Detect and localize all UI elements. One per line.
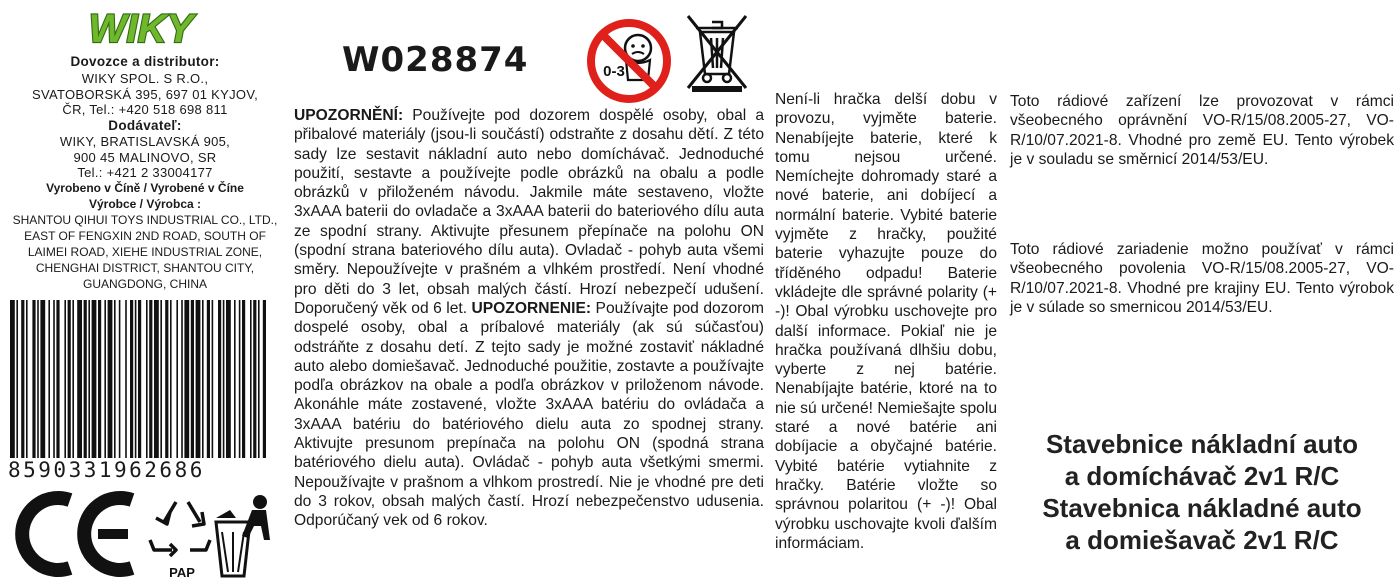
barcode-bar bbox=[234, 300, 236, 458]
barcode-bar bbox=[125, 300, 127, 458]
made-in-label: Vyrobeno v Číně / Vyrobené v Číne bbox=[46, 181, 244, 195]
barcode-bar bbox=[40, 300, 45, 458]
ce-mark-icon bbox=[22, 498, 132, 570]
warning-body-cz: Používejte pod dozorem dospělé osoby, obal a přibalové materiály (jsou-li součástí) odstraňte z dosahu dětí. Z této sady lze sestavit nákladní auto nebo domíchávač. Jednoduché použití, sestavte a používejte podle obrázků na obalu a podle obrázků v přiloženém návodu. Jakmile máte sestaveno, vložte 3xAAA baterii do ovladače a 3xAAA baterii do bateriového dílu auta ze spodní strany. Aktivujte přesunem přepínače na polohu ON (spodní strana bateriového dílu auta). Ovladač - pohyb auta všemi směry. Nepoužívejte v prašném a vlhkém prostředí. Není vhodné pro děti do 3 let, obsah malých částí. Hrozí nebezpečí udušení. Doporučený věk od 6 let. bbox=[294, 107, 764, 317]
weee-bin-icon bbox=[684, 12, 750, 94]
warning-body-sk: Používajte pod dozorom dospelé osoby, obal a príbalové materiály (ak sú súčasťou) odstráňte z dosahu detí. Z tejto sady je možné zostaviť nákladné auto alebo domiešavač. Jednoduché použitie, zostavte a používajte podľa obrázkov na obale a podľa obrázkov v priloženom návode. Akonáhle máte zostavené, vložte 3xAAA batériu do ovládača a 3xAAA batériu do batériového dielu auta zo spodnej strany. Aktivujte presunom prepínača na polohu ON (spodná strana batériového dielu auta). Ovládač - pohyb auta všetkými smermi. Nepoužívajte v prašnom a vlhkom prostredí. Nie je vhodné pre deti do 3 rokov, obsah malých častí. Hrozí nebezpečenstvo udusenia. Odporúčaný vek od 6 rokov. bbox=[294, 299, 764, 530]
barcode-bar bbox=[64, 300, 66, 458]
title-line: Stavebnice nákladní auto bbox=[1045, 429, 1359, 459]
recycle-icon bbox=[150, 502, 210, 556]
radio-compliance-sk: Toto rádiové zariadenie možno používať v rámci všeobecného povolenia VO-R/15/08.2005-27, VO-R/10/07.2021-8. Vhodné pre krajiny EU. Tento výrobok je v súlade so smernicou 2014/53/EU. bbox=[1010, 241, 1394, 316]
barcode-bar bbox=[146, 300, 148, 458]
barcode-bar bbox=[223, 300, 225, 458]
barcode-bar bbox=[114, 300, 116, 458]
barcode-bar bbox=[21, 300, 24, 458]
barcode-bar bbox=[196, 300, 201, 458]
barcode-number: 8590331962686 bbox=[8, 458, 205, 482]
barcode-bar bbox=[108, 300, 113, 458]
barcode-bar bbox=[16, 300, 18, 458]
barcode-bar bbox=[149, 300, 152, 458]
title-line: a domiešavač 2v1 R/C bbox=[1065, 525, 1339, 555]
barcode-bar bbox=[56, 300, 59, 458]
importer-column bbox=[0, 0, 290, 585]
supplier-line: WIKY, BRATISLAVSKÁ 905, bbox=[59, 134, 231, 149]
barcode-bar bbox=[253, 300, 256, 458]
barcode-bar bbox=[130, 300, 133, 458]
barcode-bar bbox=[212, 300, 214, 458]
manufacturer-heading: Výrobce / Výrobca : bbox=[88, 197, 202, 211]
supplier-line: 900 45 MALINOVO, SR bbox=[73, 149, 217, 165]
barcode-bar bbox=[202, 300, 204, 458]
barcode-bar bbox=[154, 300, 159, 458]
compliance-icons bbox=[4, 488, 284, 580]
barcode-bar bbox=[207, 300, 210, 458]
barcode-bar bbox=[239, 300, 241, 458]
barcode-bar bbox=[226, 300, 231, 458]
barcode-bar bbox=[138, 300, 141, 458]
manufacturer-line: EAST OF FENGXIN 2ND ROAD, SOUTH OF bbox=[24, 229, 266, 243]
barcode-bar bbox=[170, 300, 172, 458]
title-line: a domíchávač 2v1 R/C bbox=[1064, 461, 1340, 491]
barcode-bar bbox=[98, 300, 101, 458]
barcode-bar bbox=[181, 300, 183, 458]
supplier-line: Tel.: +421 2 33004177 bbox=[77, 165, 213, 180]
manufacturer-line: CHENGHAI DISTRICT, SHANTOU CITY, bbox=[35, 261, 255, 275]
battery-instructions: Není-li hračka delší dobu v provozu, vyjměte baterie. Nenabíjejte baterie, které k tomu nejsou určené. Nemíchejte dohromady staré a nové baterie, ani dobíjecí a normální baterie. Vybité baterie vyjměte z hračky, použité baterie vyhazujte pouze do tříděného odpadu! Baterie vkládejte dle správné polarity (+ -)! Obal výrobku uschovejte pro další informace. Pokiaľ nie je hračka používaná dlhšiu dobu, vyberte z nej batérie. Nenabíjajte batérie, ktoré na to nie sú určené! Nemiešajte spolu staré a nové batérie ani dobíjacie a obyčajné batérie. Vybité batérie vytiahnite z hračky. Batérie vložte so správnou polaritou (+ -)! Obal výrobku uschovajte kvoli ďalším informáciam. bbox=[775, 91, 997, 552]
barcode-bar bbox=[119, 300, 121, 458]
barcode-bar bbox=[165, 300, 168, 458]
importer-line: WIKY SPOL. S R.O., bbox=[81, 71, 209, 86]
importer-line: ČR, Tel.: +420 518 698 811 bbox=[62, 102, 228, 117]
barcode-bar bbox=[37, 300, 39, 458]
barcode-bar bbox=[84, 300, 87, 458]
barcode-bar bbox=[250, 300, 252, 458]
barcode-bar bbox=[88, 300, 90, 458]
barcode-bar bbox=[191, 300, 194, 458]
wiky-logo bbox=[68, 6, 214, 50]
importer-heading: Dovozce a distributor: bbox=[70, 54, 220, 69]
title-line: Stavebnica nákladné auto bbox=[1042, 493, 1362, 523]
barcode-bar bbox=[104, 300, 106, 458]
warning-text bbox=[294, 106, 764, 531]
manufacturer-line: SHANTOU QIHUI TOYS INDUSTRIAL CO., LTD., bbox=[12, 213, 278, 227]
product-code: W028874 bbox=[342, 40, 529, 80]
warning-heading-cz: UPOZORNĚNÍ: bbox=[294, 107, 404, 124]
product-title bbox=[1010, 428, 1394, 556]
supplier-heading: Dodávateľ: bbox=[108, 118, 182, 133]
barcode-bar bbox=[77, 300, 82, 458]
barcode-bar bbox=[53, 300, 55, 458]
warning-heading-sk: UPOZORNENIE: bbox=[471, 299, 592, 317]
barcode-bar bbox=[242, 300, 245, 458]
barcode-bar bbox=[10, 300, 15, 458]
importer-line: SVATOBORSKÁ 395, 697 01 KYJOV, bbox=[31, 86, 259, 102]
barcode-bar bbox=[135, 300, 137, 458]
no-kids-0-3-icon bbox=[584, 16, 674, 106]
barcode-bar bbox=[26, 300, 28, 458]
tidyman-icon bbox=[216, 495, 270, 576]
barcode bbox=[8, 300, 266, 458]
radio-compliance-cz: Toto rádiové zařízení lze provozovat v rámci všeobecného oprávnění VO-R/15/08.2005-27, VO-R/10/07.2021-8. Vhodné pro země EU. Tento výrobek je v souladu se směrnicí 2014/53/EU. bbox=[1010, 93, 1394, 168]
barcode-bar bbox=[263, 300, 266, 458]
manufacturer-line: GUANGDONG, CHINA bbox=[82, 277, 207, 291]
barcode-bar bbox=[160, 300, 162, 458]
manufacturer-line: LAIMEI ROAD, XIEHE INDUSTRIAL ZONE, bbox=[27, 245, 263, 259]
barcode-bar bbox=[68, 300, 71, 458]
barcode-bar bbox=[92, 300, 97, 458]
barcode-bar bbox=[72, 300, 74, 458]
barcode-bar bbox=[258, 300, 260, 458]
logo-text: WIKY bbox=[88, 7, 194, 50]
age-warning-label: 0-3 bbox=[603, 63, 625, 80]
barcode-bar bbox=[48, 300, 50, 458]
barcode-bar bbox=[176, 300, 178, 458]
barcode-bar bbox=[32, 300, 35, 458]
recycle-label: PAP bbox=[169, 565, 195, 580]
barcode-bar bbox=[218, 300, 221, 458]
barcode-bar bbox=[184, 300, 189, 458]
